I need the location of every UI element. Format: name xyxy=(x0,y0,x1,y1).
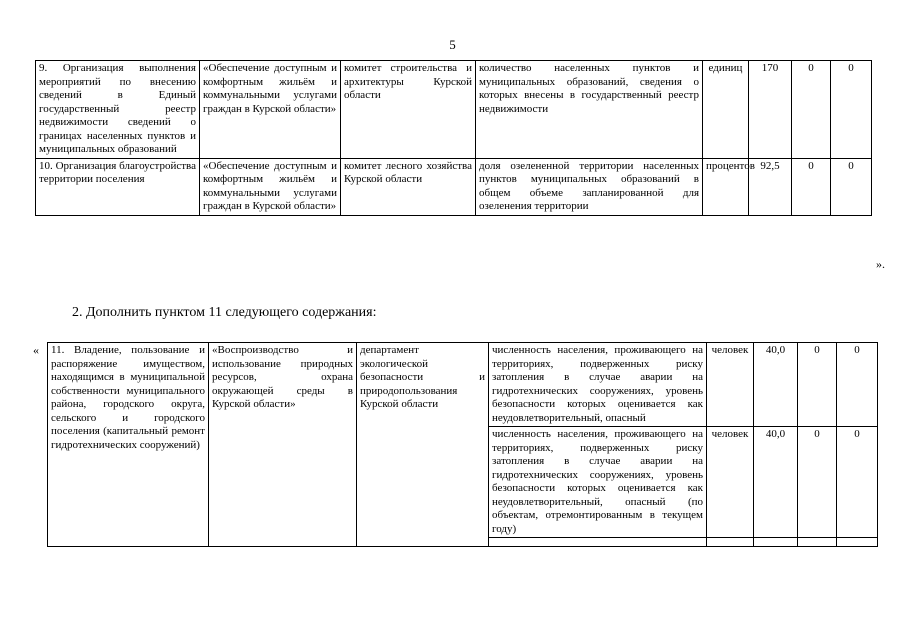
value-cell: 170 xyxy=(749,61,792,159)
value-cell: 40,0 xyxy=(754,343,798,427)
unit-cell: человек xyxy=(707,427,754,538)
unit-cell: процентов xyxy=(703,158,749,215)
item-cell: 11. Владение, пользование и распоряжение имуществом, находящимся в муниципальной собственности муниципального района, городского округа, сельского и городского поселения (капитальный ремонт гидротехнических сооружений) xyxy=(48,343,209,547)
executor-cell: департамент экологической безопасности и природопользования Курской области xyxy=(357,343,489,547)
page-number: 5 xyxy=(449,37,456,52)
table-row xyxy=(36,158,872,215)
value-cell: 40,0 xyxy=(754,427,798,538)
value-cell: 0 xyxy=(798,427,837,538)
indicator-cell: численность населения, проживающего на территориях, подверженных риску затопления в случае аварии на гидротехнических сооружениях, уровень безопасности которых оценивается как неудовлетворительный, опасный xyxy=(489,343,707,427)
value-cell: 92,5 xyxy=(749,158,792,215)
empty-cell xyxy=(754,538,798,547)
table-indicators-continued xyxy=(35,60,872,216)
executor-cell: комитет строительства и архитектуры Курской области xyxy=(341,61,476,159)
unit-cell: человек xyxy=(707,343,754,427)
executor-cell: комитет лесного хозяйства Курской области xyxy=(341,158,476,215)
program-cell: «Обеспечение доступным и комфортным жильём и коммунальными услугами граждан в Курской области» xyxy=(200,158,341,215)
indicator-cell: доля озелененной территории населенных пунктов муниципальных образований в общем объеме запланированной для озеленения территории xyxy=(476,158,703,215)
value-cell: 0 xyxy=(831,61,872,159)
closing-quote: ». xyxy=(876,257,885,271)
value-cell: 0 xyxy=(837,427,878,538)
item-cell: 10. Организация благоустройства территории поселения xyxy=(36,158,200,215)
value-cell: 0 xyxy=(798,343,837,427)
program-cell: «Обеспечение доступным и комфортным жильём и коммунальными услугами граждан в Курской области» xyxy=(200,61,341,159)
table-row xyxy=(48,343,878,427)
table-new-item-11 xyxy=(47,342,878,547)
value-cell: 0 xyxy=(792,158,831,215)
item-cell: 9. Организация выполнения мероприятий по внесению сведений в Единый государственный реестр недвижимости сведений о границах населенных пунктов и муниципальных образований xyxy=(36,61,200,159)
empty-cell xyxy=(798,538,837,547)
program-cell: «Воспроизводство и использование природных ресурсов, охрана окружающей среды в Курской области» xyxy=(209,343,357,547)
indicator-cell: численность населения, проживающего на территориях, подверженных риску затопления в случае аварии на гидротехнических сооружениях, уровень безопасности которых оценивается как неудовлетворительный, опасный (по объектам, отремонтированным в текущем году) xyxy=(489,427,707,538)
table-row xyxy=(36,61,872,159)
value-cell: 0 xyxy=(837,343,878,427)
section-heading: 2. Дополнить пунктом 11 следующего содержания: xyxy=(72,305,377,320)
unit-cell: единиц xyxy=(703,61,749,159)
empty-cell xyxy=(837,538,878,547)
opening-quote: « xyxy=(33,343,39,357)
value-cell: 0 xyxy=(792,61,831,159)
indicator-cell: количество населенных пунктов и муниципальных образований, сведения о которых внесены в государственный реестр недвижимости xyxy=(476,61,703,159)
value-cell: 0 xyxy=(831,158,872,215)
empty-cell xyxy=(489,538,707,547)
empty-cell xyxy=(707,538,754,547)
